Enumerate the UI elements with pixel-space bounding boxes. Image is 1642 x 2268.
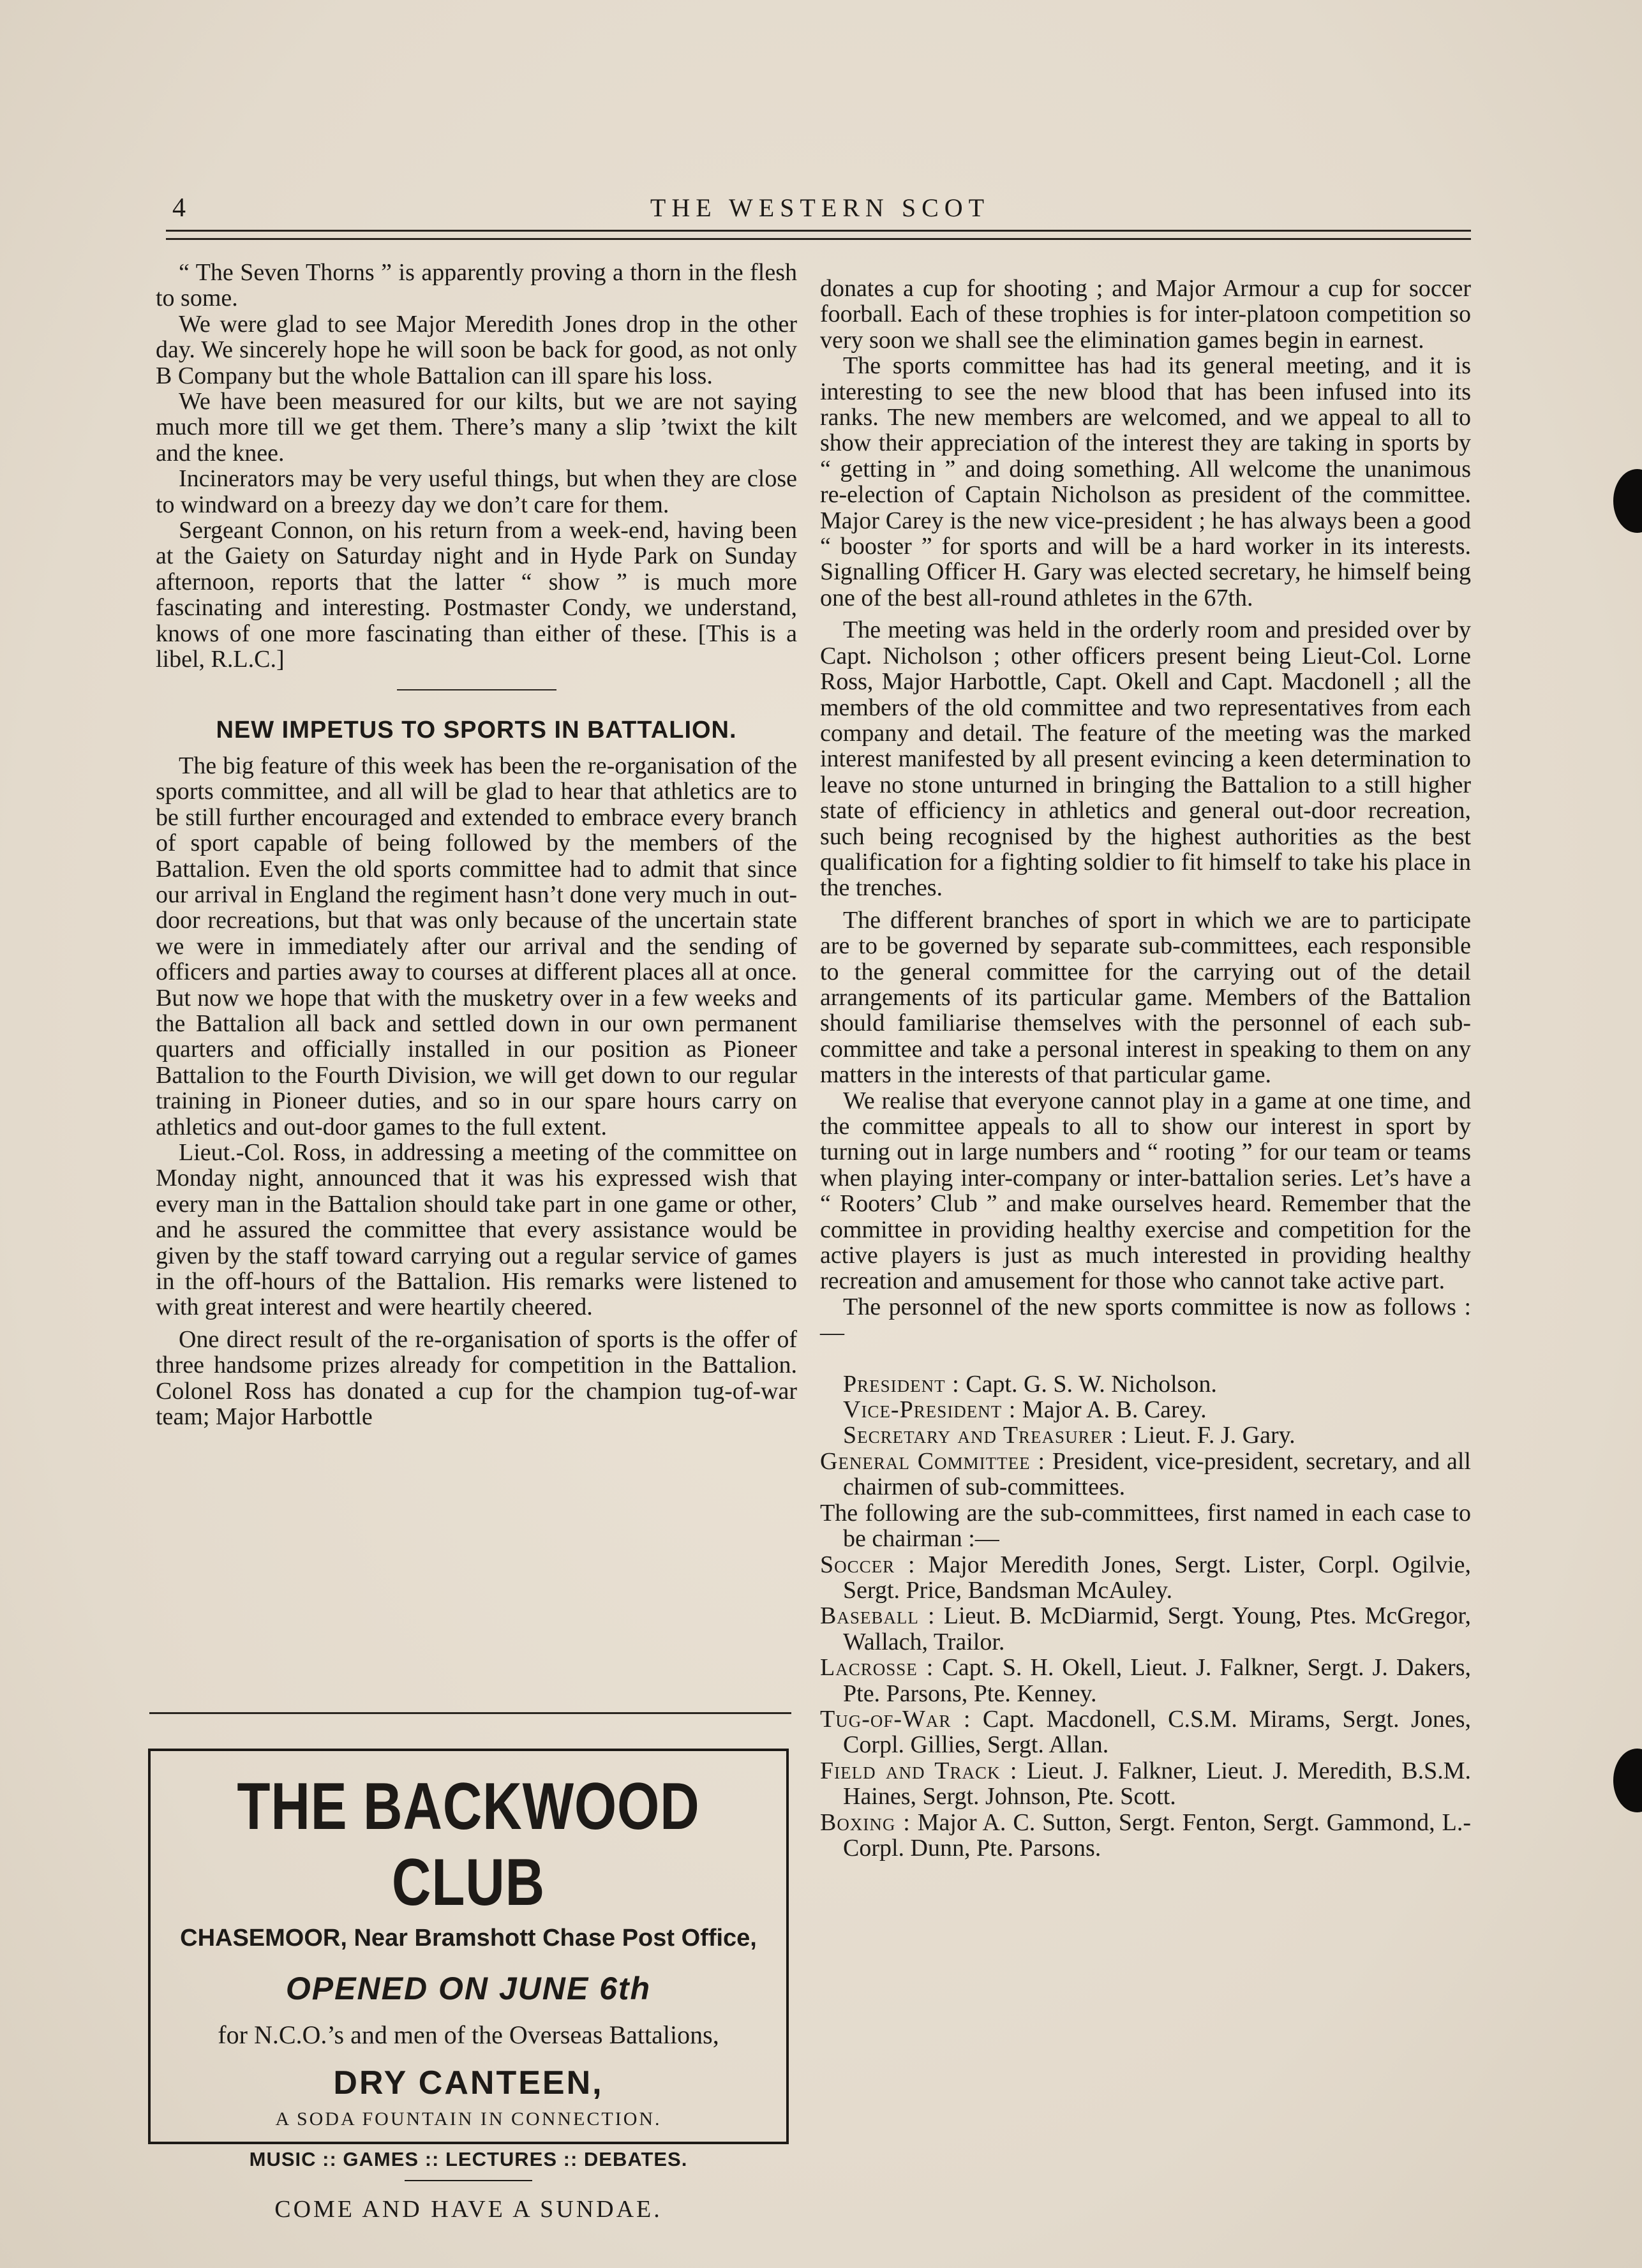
roster-entry bbox=[820, 1603, 1471, 1655]
paragraph: The different branches of sport in which we are to participate are to be governed by separate sub-committees, each responsible to the general committee for the carrying out of the detail arrangements of its particular game. Members of the Battalion should familiarise themselves with the personnel of each sub-committee and take a personal interest in speaking to them on any matters in the interests of that particular game. bbox=[820, 906, 1471, 1089]
section-divider bbox=[397, 689, 556, 690]
roster-label: Soccer : bbox=[820, 1551, 916, 1578]
punch-hole bbox=[1613, 1749, 1642, 1812]
roster-entry bbox=[820, 1655, 1471, 1706]
roster-entry bbox=[820, 1500, 1471, 1552]
article-paragraph: One direct result of the re-organisation of sports is the offer of three handsome prizes already for competition in the Battalion. Colonel Ross has donated a cup for the champion tug-of-war team; Major Harbottle bbox=[156, 1325, 797, 1431]
advert-rule bbox=[405, 2180, 532, 2181]
roster-entry bbox=[820, 1810, 1471, 1861]
advert-top-rule bbox=[149, 1712, 791, 1718]
paragraph: “ The Seven Thorns ” is apparently proving a thorn in the flesh to some. bbox=[156, 259, 797, 312]
roster-label: Lacrosse : bbox=[820, 1654, 934, 1682]
committee-roster bbox=[820, 1371, 1471, 1861]
roster-label: Tug-of-War : bbox=[820, 1705, 971, 1733]
roster-text: Major A. B. Carey. bbox=[1016, 1396, 1207, 1424]
advert-activities: MUSIC :: GAMES :: LECTURES :: DEBATES. bbox=[249, 2148, 688, 2170]
paragraph: Sergeant Connon, on his return from a week-end, having been at the Gaiety on Saturday night and in Hyde Park on Sunday afternoon, reports that the latter “ show ” is much more fascinating and interesting. Postmaster Condy, we understand, knows of one more fascinating than either of these. [This is a libel, R.L.C.] bbox=[156, 517, 797, 673]
advert-canteen: DRY CANTEEN, bbox=[333, 2064, 604, 2101]
advert-opening-date: OPENED ON JUNE 6th bbox=[285, 1971, 652, 2006]
roster-entry bbox=[820, 1422, 1471, 1448]
roster-entry bbox=[820, 1397, 1471, 1422]
advert-soda-fountain: A SODA FOUNTAIN IN CONNECTION. bbox=[275, 2108, 662, 2130]
advert-location: CHASEMOOR, Near Bramshott Chase Post Office, bbox=[180, 1925, 757, 1951]
roster-entry bbox=[820, 1449, 1471, 1500]
roster-text: Lieut. J. Falkner, Lieut. J. Meredith, B.S.M. Haines, Sergt. Johnson, Pte. Scott. bbox=[843, 1757, 1471, 1810]
advert-invitation: COME AND HAVE A SUNDAE. bbox=[274, 2196, 662, 2223]
paragraph: We were glad to see Major Meredith Jones drop in the other day. We sincerely hope he will soon be back for good, as not only B Company but the whole Battalion can ill spare his loss. bbox=[156, 310, 797, 389]
roster-label: Boxing : bbox=[820, 1809, 911, 1836]
roster-text: Lieut. B. McDiarmid, Sergt. Young, Ptes. McGregor, Wallach, Trailor. bbox=[843, 1602, 1472, 1655]
roster-text: Capt. S. H. Okell, Lieut. J. Falkner, Sergt. J. Dakers, Pte. Parsons, Pte. Kenney. bbox=[843, 1654, 1471, 1707]
roster-label: Baseball : bbox=[820, 1602, 936, 1630]
paragraph: We have been measured for our kilts, but we are not saying much more till we get them. There’s many a slip ’twixt the kilt and the knee. bbox=[156, 388, 797, 466]
roster-entry bbox=[820, 1552, 1471, 1604]
roster-text: The following are the sub-committees, first named in each case to be chairman :— bbox=[820, 1499, 1471, 1553]
header-double-rule bbox=[166, 230, 1471, 240]
paragraph: The sports committee has had its general meeting, and it is interesting to see the new blood that has been infused into its ranks. The new members are welcomed, and we appeal to all to show their appreciation of the interest they are taking in sports by “ getting in ” and doing something. All welcome the unanimous re-election of Captain Nicholson as president of the committee. Major Carey is the new vice-president ; he has always been a good “ booster ” for sports and will be a hard worker in its interests. Signalling Officer H. Gary was elected secretary, he himself being one of the best all-round athletes in the 67th. bbox=[820, 352, 1471, 611]
roster-label: Secretary and Treasurer : bbox=[843, 1422, 1128, 1449]
advert-audience: for N.C.O.’s and men of the Overseas Battalions, bbox=[218, 2020, 719, 2049]
page-number: 4 bbox=[172, 193, 186, 223]
left-column bbox=[156, 260, 797, 1429]
roster-text: President, vice-president, secretary, and all chairmen of sub-committees. bbox=[843, 1447, 1471, 1501]
paragraph: donates a cup for shooting ; and Major Armour a cup for soccer foorball. Each of these trophies is for inter-platoon competition so very soon we shall see the elimination games begin in earnest. bbox=[820, 275, 1471, 354]
right-column bbox=[820, 276, 1471, 1861]
page-header bbox=[166, 185, 1474, 230]
article-paragraph: Lieut.-Col. Ross, in addressing a meeting of the committee on Monday night, announced that it was his expressed wish that every man in the Battalion should take part in one game or other, and he assured the committee that every assistance would be given by the staff toward carrying out a regular service of games in the off-hours of the Battalion. His remarks were listened to with great interest and were heartily cheered. bbox=[156, 1139, 797, 1321]
running-title: THE WESTERN SCOT bbox=[650, 193, 990, 222]
roster-text: Capt. Macdonell, C.S.M. Mirams, Sergt. Jones, Corpl. Gillies, Sergt. Allan. bbox=[843, 1705, 1471, 1759]
roster-label: President : bbox=[843, 1370, 960, 1398]
roster-entry bbox=[820, 1706, 1471, 1758]
roster-label: Vice-President : bbox=[843, 1396, 1017, 1424]
article-paragraph: The big feature of this week has been the re-organisation of the sports committee, and all will be glad to hear that athletics are to be still further encouraged and extended to embrace every branch of sport capable of being followed by the members of the Battalion. Even the old sports committee had to admit that since our arrival in England the regiment hasn’t done very much in out-door recreations, but that was only because of the uncertain state we were in immediately after our arrival and the sending of officers and parties away to courses at different places all at once. But now we hope that with the musketry over in a few weeks and the Battalion all back and settled down in our own permanent quarters and officially installed in our position as Pioneer Battalion to the Fourth Division, we will get down to our regular training in Pioneer duties, and so in our spare hours carry on athletics and out-door games to the full extent. bbox=[156, 752, 797, 1140]
roster-text: Major A. C. Sutton, Sergt. Fenton, Sergt. Gammond, L.-Corpl. Dunn, Pte. Parsons. bbox=[843, 1809, 1471, 1861]
advert-title: THE BACKWOOD CLUB bbox=[237, 1770, 700, 1920]
paragraph: We realise that everyone cannot play in a game at one time, and the committee appeals to all to show our interest in sport by turning out in large numbers and “ rooting ” for our team or teams when playing inter-company or inter-battalion series. Let’s have a “ Rooters’ Club ” and make ourselves heard. Remember that the committee in providing healthy exercise and competition for the active players is just as much interested in providing healthy recreation and amusement for those who cannot take active part. bbox=[820, 1087, 1471, 1295]
article-headline: NEW IMPETUS TO SPORTS IN BATTALION. bbox=[216, 716, 737, 743]
roster-text: Capt. G. S. W. Nicholson. bbox=[959, 1370, 1217, 1398]
roster-entry bbox=[820, 1758, 1471, 1810]
paragraph: The meeting was held in the orderly room and presided over by Capt. Nicholson ; other officers present being Lieut-Col. Lorne Ross, Major Harbottle, Capt. Okell and Capt. Macdonell ; all the members of the old committee and two representatives from each company and detail. The feature of the meeting was the marked interest manifested by all present evincing a keen determination to leave no stone unturned in bringing the Battalion to a still higher state of efficiency in athletics and general out-door recreation, such being recognised by the highest authorities as the best qualification for a fighting soldier to fit himself to take his place in the trenches. bbox=[820, 616, 1471, 902]
backwood-club-advert bbox=[148, 1749, 789, 2223]
roster-entry bbox=[820, 1371, 1471, 1397]
roster-label: General Committee : bbox=[820, 1447, 1046, 1475]
paragraph: The personnel of the new sports committee is now as follows :— bbox=[820, 1293, 1471, 1347]
roster-text: Lieut. F. J. Gary. bbox=[1128, 1422, 1295, 1449]
punch-hole bbox=[1613, 469, 1642, 533]
roster-label: Field and Track : bbox=[820, 1757, 1018, 1784]
paragraph: Incinerators may be very useful things, but when they are close to windward on a breezy day we don’t care for them. bbox=[156, 465, 797, 518]
roster-text: Major Meredith Jones, Sergt. Lister, Corpl. Ogilvie, Sergt. Price, Bandsman McAuley. bbox=[843, 1551, 1471, 1604]
